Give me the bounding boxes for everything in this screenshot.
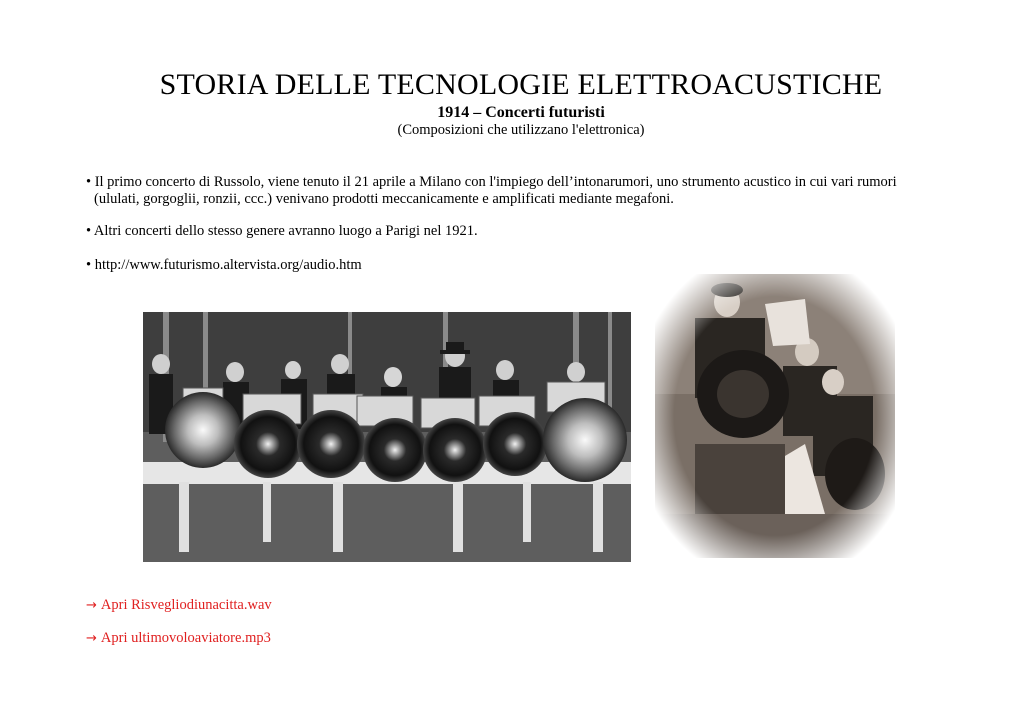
page-note: (Composizioni che utilizzano l'elettronica): [397, 122, 645, 138]
link-ultimovolo-label[interactable]: Apri ultimovoloaviatore.mp3: [100, 630, 271, 646]
bullet-paris-concerts: • Altri concerti dello stesso genere avranno luogo a Parigi nel 1921.: [86, 223, 478, 239]
link-ultimovolo[interactable]: [86, 630, 271, 647]
page-subtitle: [0, 104, 1024, 122]
bullet-first-concert-line1: • Il primo concerto di Russolo, viene tenuto il 21 aprile a Milano con l'impiego dell’intonarumori, uno strumento acustico in cui vari rumori: [86, 174, 897, 190]
subtitle-text: – Concerti futuristi: [469, 104, 605, 121]
subtitle-year: 1914: [437, 104, 470, 121]
russolo-intonarumori-photo: [655, 274, 895, 558]
link-risveglio-label[interactable]: Apri Risvegliodiunacitta.wav: [100, 597, 272, 613]
link-risveglio[interactable]: [86, 597, 272, 614]
bullet-url[interactable]: • http://www.futurismo.altervista.org/audio.htm: [86, 257, 362, 273]
bullet-first-concert-line2: (ululati, gorgoglii, ronzii, ccc.) venivano prodotti meccanicamente e amplificati mediante megafoni.: [94, 191, 674, 207]
intonarumori-orchestra-photo: [143, 312, 631, 562]
bullet-first-concert: [86, 174, 926, 208]
arrow-right-icon: →: [86, 598, 97, 613]
arrow-right-icon: →: [86, 631, 97, 646]
page-title: STORIA DELLE TECNOLOGIE ELETTROACUSTICHE: [159, 68, 883, 101]
